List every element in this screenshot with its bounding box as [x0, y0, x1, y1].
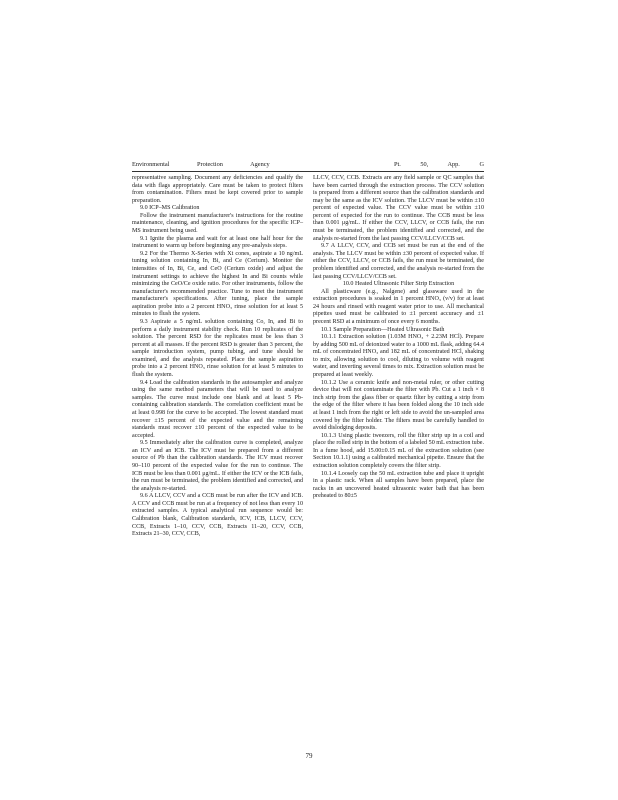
paragraph: All plasticware (e.g., Nalgene) and glassware used in the extraction procedures is soaked in 1 percent HNO₃ (v/v) for at least 24 hours and rinsed with reagent water prior to use. All mechanical pipettes used must be calibrated to ±1 percent accuracy and ±1 precent RSD at a minimum of once every 6 months.	[313, 288, 484, 325]
paragraph: 9.2 For the Thermo X-Series with Xt cones, aspirate a 10 ng/mL tuning solution containing In, Bi, and Ce (Cerium). Monitor the intensities of In, Bi, Ce, and CeO (Cerium oxide) and adjust the instrument settings to achieve the highest In and Bi counts while minimizing the CeO/Ce oxide ratio. For other instruments, follow the manufacturer's recommended practice. Tune to meet the instrument manufacturer's specifications. After tuning, place the sample aspiration probe into a 2 percent HNO₃ rinse solution for at least 5 minutes to flush the system.	[132, 250, 303, 318]
paragraph: 10.1.3 Using plastic tweezers, roll the filter strip up in a coil and place the rolled strip in the bottom of a labeled 50 mL extraction tube. In a fume hood, add 15.00±0.15 mL of the extraction solution (see Section 10.1.1) using a calibrated mechanical pipette. Ensure that the extraction solution completely covers the filter strip.	[313, 432, 484, 469]
paragraph: 9.3 Aspirate a 5 ng/mL solution containing Co, In, and Bi to perform a daily instrument stability check. Run 10 replicates of the solution. The percent RSD for the replicates must be less than 3 percent at all masses. If the percent RSD is greater than 3 percent, the sample introduction system, pump tubing, and tune should be examined, and the analysis repeated. Place the sample aspiration probe into a 2 percent HNO₃ rinse solution for at least 5 minutes to flush the system.	[132, 318, 303, 379]
paragraph: Follow the instrument manufacturer's instructions for the routine maintenance, cleaning, and ignition procedures for the specific ICP–MS instrument being used.	[132, 212, 303, 235]
running-header	[132, 160, 484, 170]
right-text-column	[313, 175, 484, 501]
paragraph: 10.1.4 Loosely cap the 50 mL extraction tube and place it upright in a plastic rack. When all samples have been prepared, place the racks in an uncovered heated ultrasonic water bath that has been preheated to 80±5	[313, 470, 484, 500]
paragraph: 10.1.2 Use a ceramic knife and non-metal ruler, or other cutting device that will not contaminate the filter with Pb. Cut a 1 inch × 8 inch strip from the glass fiber or quartz filter by cutting a strip from the edge of the filter where it has been folded along the 10 inch side at least 1 inch from the right or left side to avoid the un-sampled area covered by the filter holder. The filters must be carefully handled to avoid dislodging deposits.	[313, 379, 484, 432]
paragraph: 9.7 A LLCV, CCV, and CCB set must be run at the end of the analysis. The LLCV must be within ±30 percent of expected value. If either the CCV, LLCV, or CCB fails, the run must be terminated, the problem identified and corrected, and the analysis re-started from the last passing CCV/LLCV/CCB set.	[313, 243, 484, 280]
paragraph: 9.0 ICP–MS Calibration	[140, 205, 200, 212]
left-text-column	[132, 175, 303, 539]
paragraph: 9.1 Ignite the plasma and wait for at least one half hour for the instrument to warm up before beginning any pre-analysis steps.	[132, 235, 303, 250]
header-agency-title: Environmental Protection Agency	[132, 161, 270, 168]
paragraph: representative sampling. Document any deficiencies and qualify the data with flags appropriately. Care must be taken to protect filters from contamination. Filters must be kept covered prior to sample preparation.	[132, 175, 303, 204]
section-heading: 10.0 Heated Ultrasonic Filter Strip Extraction	[342, 281, 455, 288]
paragraph: 10.1.1 Extraction solution (1.03M HNO₃ + 2.23M HCl). Prepare by adding 500 mL of deionized water to a 1000 mL flask, adding 64.4 mL of concentrated HNO₃ and 182 mL of concentrated HCl, shaking to mix, allowing solution to cool, diluting to volume with reagent water, and inverting several times to mix. Extraction solution must be prepared at least weekly.	[313, 334, 484, 379]
paragraph: LLCV, CCV, CCB. Extracts are any field sample or QC samples that have been carried through the extraction process. The CCV solution is prepared from a different source than the calibration standards and may be the same as the ICV solution. The LLCV must be within ±10 percent of expected value. The CCV value must be within ±10 percent of expected for the run to continue. The CCB must be less than 0.001 μg/mL. If either the CCV, LLCV, or CCB fails, the run must be terminated, the problem identified and corrected, and the analysis re-started from the last passing CCV/LLCV/CCB set.	[313, 175, 484, 242]
paragraph: 10.1 Sample Preparation—Heated Ultrasonic Bath	[321, 326, 445, 333]
paragraph: 9.4 Load the calibration standards in the autosampler and analyze using the same method parameters that will be used to analyze samples. The curve must include one blank and at least 5 Pb-containing calibration standards. The correlation coefficient must be at least 0.998 for the curve to be accepted. The lowest standard must recover ±15 percent of the expected value and the remaining standards must recover ±10 percent of the expected value to be accepted.	[132, 379, 303, 439]
header-section-reference: Pt. 50, App. G	[393, 161, 484, 168]
paragraph: 9.5 Immediately after the calibration curve is completed, analyze an ICV and an ICB. The ICV must be prepared from a different source of Pb than the calibration standards. The ICV must recover 90–110 percent of the expected value for the run to continue. The ICB must be less than 0.001 μg/mL. If either the ICV or the ICB fails, the run must be terminated, the problem identified and corrected, and the analysis re-started.	[132, 440, 303, 492]
header-rule	[132, 171, 484, 172]
page-number: 79	[305, 752, 313, 760]
paragraph: 9.6 A LLCV, CCV and a CCB must be run after the ICV and ICB. A CCV and CCB must be run at a frequency of not less than every 10 extracted samples. A typical analytical run sequence would be: Calibration blank, Calibration standards, ICV, ICB, LLCV, CCV, CCB, Extracts 1–10, CCV, CCB, Extracts 11–20, CCV, CCB, Extracts 21–30, CCV, CCB,	[132, 493, 303, 538]
